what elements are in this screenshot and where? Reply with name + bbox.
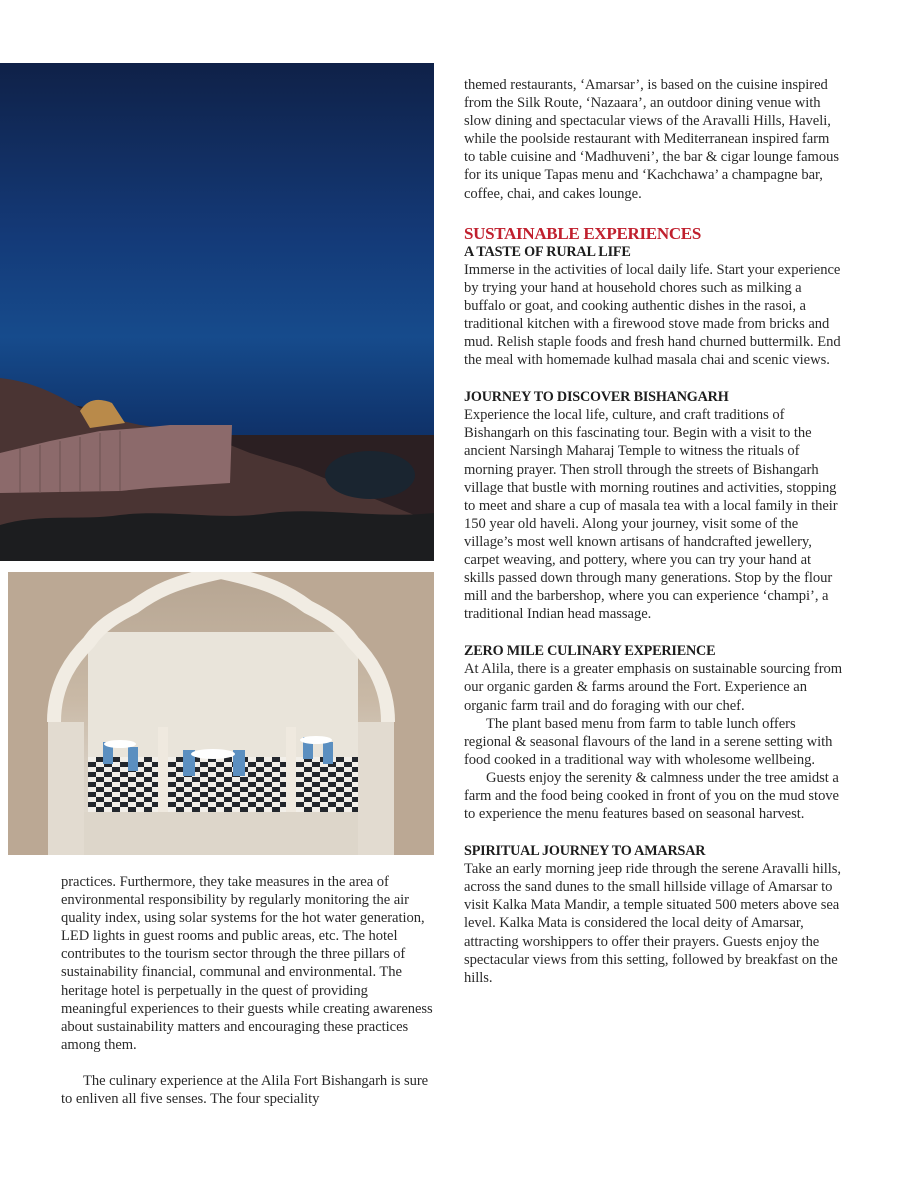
heading-rural-life: A TASTE OF RURAL LIFE — [464, 243, 631, 260]
section-title: SUSTAINABLE EXPERIENCES — [464, 223, 701, 243]
right-column — [464, 76, 844, 987]
heading-discover-bishangarh: JOURNEY TO DISCOVER BISHANGARH — [464, 389, 729, 406]
restaurant-arches-photo — [8, 572, 434, 855]
fort-illustration — [0, 63, 434, 561]
left-paragraph-1: practices. Furthermore, they take measures in the area of environmental responsibility by regularly monitoring the air quality index, using solar systems for the hot water generation, LED lights in guest rooms and public areas, etc. The hotel contributes to the tourism sector through the three pillars of sustainability financial, communal and environmental. The heritage hotel is perpetually in the quest of providing meaningful experiences to their guests while creating awareness about sustainability matters and encouraging these practices among them. — [61, 874, 433, 1053]
heading-zero-mile: ZERO MILE CULINARY EXPERIENCE — [464, 643, 716, 660]
paragraph-discover-bishangarh: Experience the local life, culture, and craft traditions of Bishangarh on this fascinating tour. Begin with a visit to the ancient Narsingh Maharaj Temple to witness the rituals of morning prayer. Then stroll through the streets of Bishangarh village that bustle with morning routines and activities, stopping to meet and share a cup of masala tea with a local family in their 150 year old haveli. Along your journey, visit some of the village’s most well known artisans of handcrafted jewellery, carpet weaving, and pottery, where you can try your hand at skills passed down through many generations. Stop by the flour mill and the barbershop, where you can experience ‘champi’, a traditional Indian head massage. — [464, 407, 838, 623]
paragraph-zero-mile-3: Guests enjoy the serenity & calmness under the tree amidst a farm and the food being cooked in front of you on the mud stove to experience the menu features based on seasonal harvest. — [464, 769, 839, 823]
intro-paragraph: themed restaurants, ‘Amarsar’, is based on the cuisine inspired from the Silk Route, ‘Nazaara’, an outdoor dining venue with slow dining and spectacular views of the Aravalli Hills, Haveli, while the poolside restaurant with Mediterranean inspired farm to table cuisine and ‘Madhuveni’, the bar & cigar lounge famous for its unique Tapas menu and ‘Kachchawa’ a champagne bar, coffee, chai, and cakes lounge. — [464, 77, 839, 202]
paragraph-zero-mile-2: The plant based menu from farm to table lunch offers regional & seasonal flavours of the land in a serene setting with food cooked in a traditional way with wholesome wellbeing. — [464, 715, 833, 768]
paragraph-spiritual-journey: Take an early morning jeep ride through the serene Aravalli hills, across the sand dunes to the small hillside village of Amarsar to visit Kalka Mata Mandir, a temple situated 500 meters above sea level. Kalka Mata is considered the local deity of Amarsar, attracting worshippers to offer their prayers. Guests enjoy the spectacular views from this setting, followed by breakfast on the hills. — [464, 861, 842, 986]
paragraph-rural-life: Immerse in the activities of local daily life. Start your experience by trying your hand at household chores such as milking a buffalo or goat, and cooking authentic dishes in the rasoi, a traditional kitchen with a firewood stove made from bricks and mud. Relish staple foods and fresh hand churned buttermilk. End the meal with homemade kulhad masala chai and scenic views. — [464, 261, 841, 369]
restaurant-illustration — [8, 572, 434, 855]
fort-dusk-photo — [0, 63, 434, 561]
paragraph-zero-mile-1: At Alila, there is a greater emphasis on sustainable sourcing from our organic garden & farms around the Fort. Experience an organic farm trail and do foraging with our chef. — [464, 661, 843, 714]
left-column — [61, 873, 437, 1108]
left-paragraph-2: The culinary experience at the Alila Fort Bishangarh is sure to enliven all five senses. The four speciality — [61, 1072, 429, 1108]
heading-spiritual-journey: SPIRITUAL JOURNEY TO AMARSAR — [464, 843, 706, 860]
